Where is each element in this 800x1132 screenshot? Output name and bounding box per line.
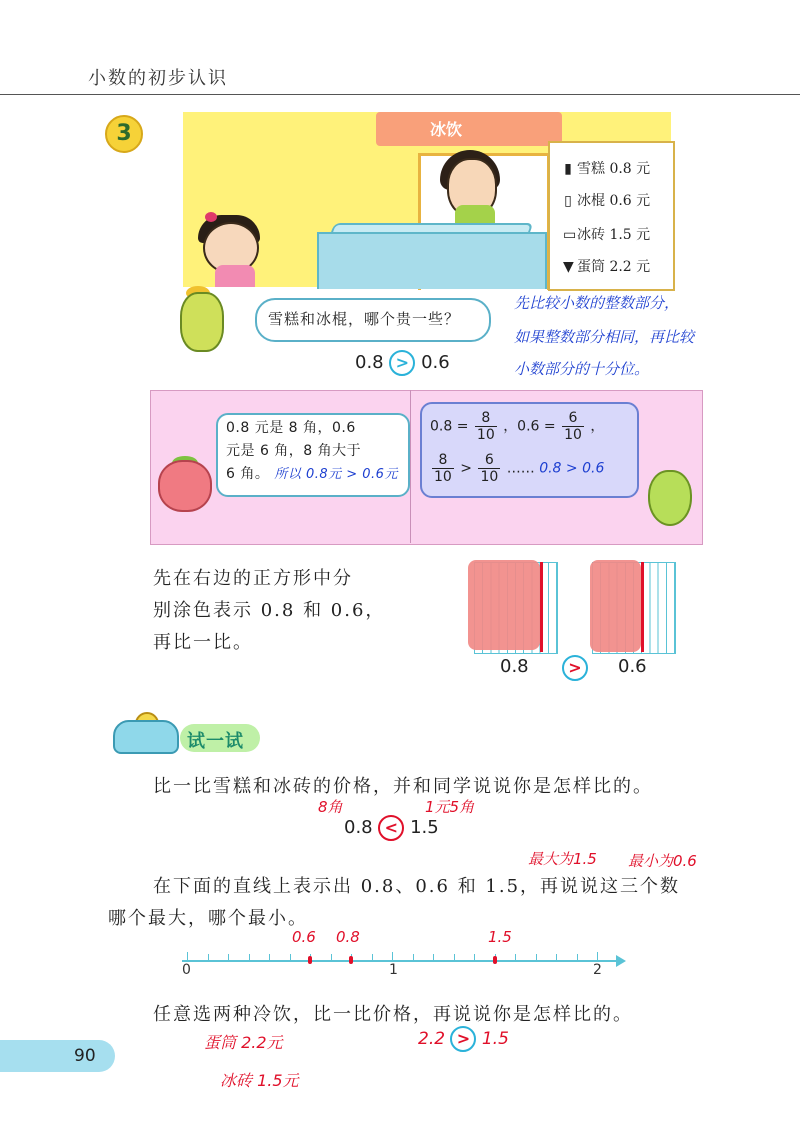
axis-point [308,956,312,964]
axis-tick [454,954,455,961]
axis-tick [515,954,516,961]
method-left-bubble: 0.8 元是 8 角，0.6 元是 6 角，8 角大于 6 角。 所以 0.8元 > 0.6元 [216,413,410,497]
axis-tick [392,952,393,962]
handwritten-note-line: 小数部分的十分位。 [514,360,650,378]
axis-tick [187,952,188,962]
handwritten-1yuan5jiao: 1元5角 [425,798,475,816]
shading-left [468,560,540,650]
try-question-2-line1: 在下面的直线上表示出 0.8、0.6 和 1.5，再说说这三个数 [153,876,681,897]
page-number: 90 [74,1046,96,1066]
square-compare-sign: > [562,655,588,681]
axis-tick [433,954,434,961]
popsicle-icon: ▮ [564,161,572,177]
axis-tick [269,954,270,961]
handwritten-note-line: 先比较小数的整数部分， [514,294,680,312]
ice-stick-icon: ▯ [564,193,572,209]
tenths-marker-left [540,562,543,652]
apple-mascot [158,460,212,512]
try-compare-1: 0.8 < 1.5 [344,815,439,841]
header-divider [0,94,800,95]
axis-tick [597,952,598,962]
axis-tick [536,954,537,961]
shop-sign [376,112,562,146]
axis-label-1: 1 [389,962,398,978]
axis-tick [290,954,291,961]
handwritten-note-line: 如果整数部分相同，再比较 [514,328,695,346]
cone-icon: ▼ [563,259,574,275]
price-item: ▯ 冰棍 0.6 元 [564,193,651,209]
handwritten-mark-0.8: 0.8 [336,928,360,946]
axis-label-2: 2 [593,962,602,978]
handwritten-8jiao: 8角 [318,798,343,816]
shade-task-line: 再比一比。 [153,632,253,653]
chapter-title: 小数的初步认识 [88,68,228,89]
axis-tick [249,954,250,961]
handwritten-min: 最小为0.6 [628,852,697,870]
axis-tick [228,954,229,961]
shade-task-line: 别涂色表示 0.8 和 0.6， [153,600,386,621]
axis-tick [474,954,475,961]
car-icon [113,720,179,754]
try-title: 试一试 [187,731,244,752]
example-number-badge: 3 [105,115,143,153]
try-question-3: 任意选两种冷饮，比一比价格，再说说你是怎样比的。 [153,1004,633,1025]
axis-tick [331,954,332,961]
compare-sign: > [450,1026,476,1052]
axis-point [493,956,497,964]
price-item: ▼ 蛋筒 2.2 元 [563,259,651,275]
shading-right [590,560,641,652]
question-text: 雪糕和冰棍，哪个贵一些？ [268,310,461,328]
square-label-right: 0.6 [618,656,647,677]
axis-label-0: 0 [182,962,191,978]
methods-divider [410,390,411,543]
method-right-bubble: 0.8 = $\frac{8}{10}$ ，0.6 = $\frac{6}{10}$ ， $\frac{8}{10}$ > $\frac{6}{10}$ …… 0.8 > 0.6 [420,402,639,498]
pear-mascot [648,470,692,526]
number-line [182,960,618,962]
fraction: $\frac{8}{10}$ [434,452,452,485]
fraction: $\frac{8}{10}$ [476,410,495,443]
compare-row: 0.8 > 0.6 [355,350,450,376]
price-item: ▮ 雪糕 0.8 元 [564,161,651,177]
girl-bow [205,212,217,222]
try-question-2-line2: 哪个最大，哪个最小。 [108,908,308,929]
axis-point [349,956,353,964]
corn-mascot [180,292,224,352]
shop-sign-text: 冰饮 [430,120,463,139]
try-question-1: 比一比雪糕和冰砖的价格，并和同学说说你是怎样比的。 [153,776,653,797]
handwritten-cone-price: 蛋筒 2.2元 [204,1033,283,1052]
tenths-marker-right [641,562,644,652]
handwritten-brick-price: 冰砖 1.5元 [220,1071,299,1090]
number-line-arrow [616,955,626,967]
ice-brick-icon: ▭ [563,227,577,243]
fraction: $\frac{6}{10}$ [480,452,499,485]
shade-task-line: 先在右边的正方形中分 [153,568,353,589]
compare-sign: < [378,815,404,841]
axis-tick [577,954,578,961]
price-item: ▭冰砖 1.5 元 [563,227,651,243]
handwritten-mark-1.5: 1.5 [488,928,512,946]
axis-tick [556,954,557,961]
compare-sign: > [389,350,415,376]
page-number-tab [0,1040,115,1072]
square-label-left: 0.8 [500,656,529,677]
axis-tick [208,954,209,961]
girl-body [215,265,255,287]
axis-tick [372,954,373,961]
handwritten-max: 最大为1.5 [528,850,597,868]
freezer [317,232,547,289]
fraction: $\frac{6}{10}$ [564,410,582,443]
handwritten-mark-0.6: 0.6 [292,928,316,946]
axis-tick [413,954,414,961]
handwritten-compare: 2.2 > 1.5 [418,1026,509,1052]
